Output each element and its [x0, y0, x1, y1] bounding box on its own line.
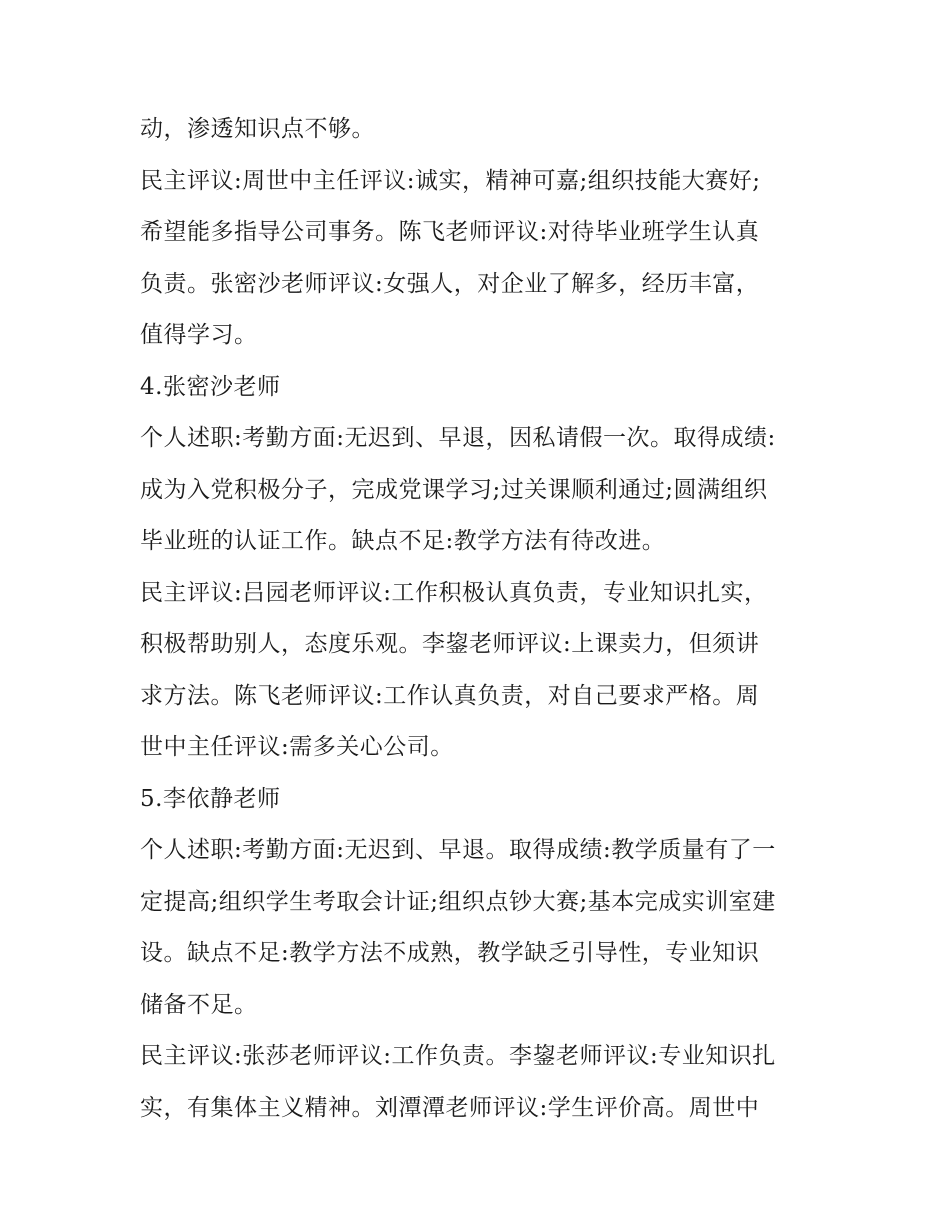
text-line: 设。缺点不足:教学方法不成熟，教学缺乏引导性，专业知识	[140, 940, 760, 966]
text-line: 民主评议:吕园老师评议:工作积极认真负责，专业知识扎实，	[140, 579, 768, 606]
text-line: 动，渗透知识点不够。	[140, 116, 375, 142]
text-line: 值得学习。	[140, 322, 258, 348]
text-line: 定提高;组织学生考取会计证;组织点钞大赛;基本完成实训室建	[140, 888, 776, 915]
section-heading: 5.李依静老师	[140, 785, 281, 812]
text-line: 希望能多指导公司事务。陈飞老师评议:对待毕业班学生认真	[140, 219, 760, 245]
text-line: 个人述职:考勤方面:无迟到、早退。取得成绩:教学质量有了一	[140, 837, 776, 863]
text-line: 负责。张密沙老师评议:女强人，对企业了解多，经历丰富，	[140, 270, 760, 297]
document-body	[140, 104, 820, 1134]
text-line: 求方法。陈飞老师评议:工作认真负责，对自己要求严格。周	[140, 682, 760, 709]
text-line: 实，有集体主义精神。刘潭潭老师评议:学生评价高。周世中	[140, 1094, 760, 1121]
text-line: 成为入党积极分子，完成党课学习;过关课顺利通过;圆满组织	[140, 476, 768, 503]
text-line: 民主评议:张莎老师评议:工作负责。李鋆老师评议:专业知识扎	[140, 1043, 776, 1069]
text-line: 民主评议:周世中主任评议:诚实，精神可嘉;组织技能大赛好;	[140, 167, 761, 194]
text-line: 积极帮助别人，态度乐观。李鋆老师评议:上课卖力，但须讲	[140, 631, 760, 657]
text-line: 毕业班的认证工作。缺点不足:教学方法有待改进。	[140, 528, 666, 554]
text-line: 个人述职:考勤方面:无迟到、早退，因私请假一次。取得成绩:	[140, 425, 776, 451]
section-heading: 4.张密沙老师	[140, 373, 281, 400]
text-line: 储备不足。	[140, 991, 258, 1018]
text-line: 世中主任评议:需多关心公司。	[140, 734, 454, 760]
